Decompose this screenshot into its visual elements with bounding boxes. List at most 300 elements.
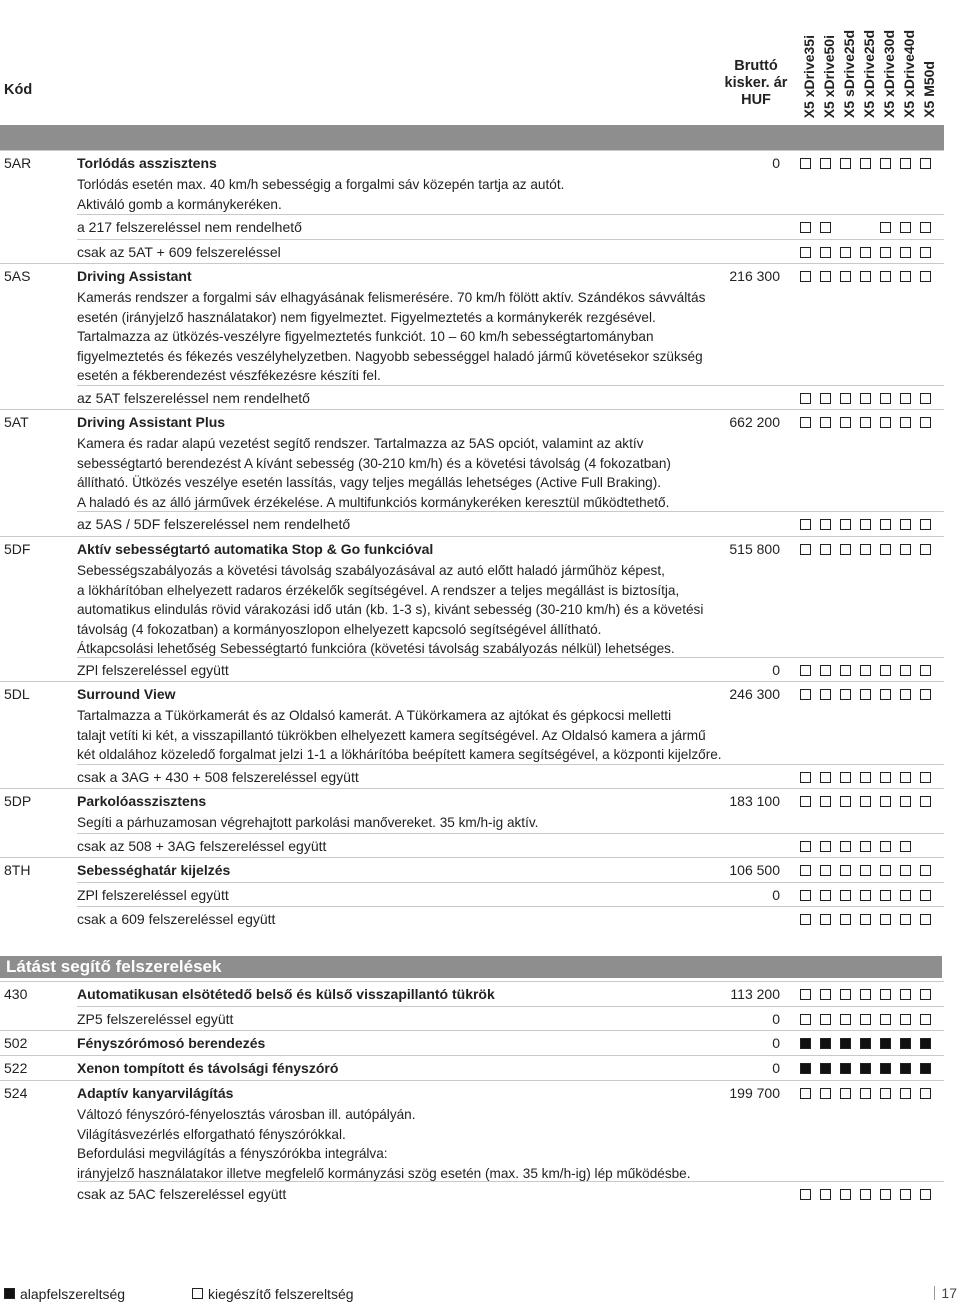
description-line: a lökhárítóban elhelyezett radaros érzékelők segítségével. A rendszer a teljes megállást is biztosítja, (77, 582, 680, 598)
option-title: Sebességhatár kijelzés (77, 862, 231, 878)
optional-square-icon (800, 222, 811, 233)
optional-square-icon (820, 796, 831, 807)
row-divider (0, 1030, 944, 1031)
option-code: 502 (4, 1035, 28, 1051)
option-condition: az 5AT felszereléssel nem rendelhető (77, 390, 310, 406)
description-line: talajt vetíti ki két, a visszapillantó tükrökben elhelyezett kamera segítségével. Az Oldalsó kamera a jármű (77, 727, 706, 743)
legend-standard (4, 1286, 125, 1302)
optional-square-icon (880, 665, 891, 676)
model-header-label: X5 xDrive35i (801, 34, 817, 118)
optional-square-icon (840, 689, 851, 700)
option-code: 430 (4, 986, 28, 1002)
option-title: Adaptív kanyarvilágítás (77, 1085, 234, 1101)
optional-square-icon (900, 417, 911, 428)
standard-square-icon (900, 1063, 911, 1074)
row-divider (77, 764, 944, 765)
optional-square-icon (900, 271, 911, 282)
standard-square-icon (860, 1063, 871, 1074)
row-divider (0, 857, 944, 858)
description-line: figyelmeztetés és fékezés veszélyhelyzetben. Nagyobb sebességgel haladó jármű követésekor szükség (77, 348, 703, 364)
optional-square-icon (820, 890, 831, 901)
option-title: Aktív sebességtartó automatika Stop & Go funkcióval (77, 541, 434, 557)
description-line: esetén (irányjelző használatakor) nem figyelmeztet. Figyelmeztetés a kormánykerék rezgésével. (77, 309, 656, 325)
optional-square-icon (840, 772, 851, 783)
row-divider (0, 536, 944, 537)
option-price: 113 200 (730, 986, 780, 1002)
standard-square-icon (800, 1038, 811, 1049)
availability-markers (800, 841, 940, 853)
optional-square-icon (800, 914, 811, 925)
optional-square-icon (920, 665, 931, 676)
option-price: 183 100 (729, 793, 780, 809)
option-price: 0 (772, 1035, 780, 1051)
row-divider (77, 511, 944, 512)
standard-square-icon (840, 1038, 851, 1049)
optional-square-icon (920, 772, 931, 783)
description-line: Segíti a párhuzamosan végrehajtott parkolási manővereket. 35 km/h-ig aktív. (77, 815, 539, 830)
optional-square-icon (820, 665, 831, 676)
description-line: két oldalához közeledő forgalmat jelzi 1-1 a lökhárítóba beépített kamera segítségével, a központi kijelzőre. (77, 747, 722, 763)
optional-square-icon (800, 158, 811, 169)
option-title: Automatikusan elsötétedő belső és külső visszapillantó tükrök (77, 986, 495, 1002)
optional-square-icon (860, 158, 871, 169)
optional-square-icon (880, 222, 891, 233)
optional-square-icon (920, 158, 931, 169)
optional-square-icon (860, 665, 871, 676)
optional-square-icon (840, 417, 851, 428)
optional-square-icon (920, 1189, 931, 1200)
row-divider (77, 385, 944, 386)
row-divider (77, 1006, 944, 1007)
model-header-label: X5 M50d (921, 61, 937, 118)
option-code: 5AR (4, 155, 32, 171)
availability-markers (800, 1014, 940, 1026)
optional-square-icon (880, 544, 891, 555)
optional-square-icon (820, 989, 831, 1000)
optional-square-icon (880, 158, 891, 169)
availability-markers (800, 544, 940, 556)
optional-square-icon (840, 393, 851, 404)
optional-square-icon (880, 772, 891, 783)
optional-square-icon (920, 1088, 931, 1099)
optional-square-icon (800, 519, 811, 530)
row-divider (77, 214, 944, 215)
optional-square-icon (800, 247, 811, 258)
optional-square-icon (840, 271, 851, 282)
standard-square-icon (920, 1063, 931, 1074)
option-code: 5DP (4, 793, 32, 809)
optional-square-icon (860, 890, 871, 901)
description-line: Kamera és radar alapú vezetést segítő rendszer. Tartalmazza az 5AS opciót, valamint az aktív (77, 436, 644, 451)
column-header-code: Kód (4, 82, 33, 98)
row-divider (0, 681, 944, 682)
row-divider (0, 150, 944, 151)
filled-square-icon (4, 1288, 15, 1299)
price-header-line: Bruttó (734, 58, 778, 74)
option-price: 199 700 (729, 1085, 780, 1101)
option-condition: az 5AS / 5DF felszereléssel nem rendelhető (77, 516, 351, 532)
optional-square-icon (820, 247, 831, 258)
price-header-line: kisker. ár (724, 75, 788, 91)
option-condition: ZPl felszereléssel együtt (77, 887, 229, 903)
optional-square-icon (820, 1088, 831, 1099)
column-header-price (716, 58, 796, 109)
optional-square-icon (840, 544, 851, 555)
standard-square-icon (820, 1038, 831, 1049)
optional-square-icon (820, 222, 831, 233)
optional-square-icon (920, 247, 931, 258)
optional-square-icon (860, 772, 871, 783)
optional-square-icon (920, 989, 931, 1000)
option-price: 0 (772, 662, 780, 678)
optional-square-icon (880, 417, 891, 428)
row-divider (77, 833, 944, 834)
option-title: Driving Assistant (77, 268, 192, 284)
optional-square-icon (900, 665, 911, 676)
optional-square-icon (840, 1189, 851, 1200)
availability-markers (800, 1063, 940, 1075)
description-line: Átkapcsolási lehetőség Sebességtartó funkcióra (követési távolság szabályozás nélkül) lehetséges. (77, 641, 675, 657)
availability-markers (800, 1088, 940, 1100)
option-code: 8TH (4, 862, 31, 878)
optional-square-icon (800, 689, 811, 700)
optional-square-icon (820, 417, 831, 428)
optional-square-icon (800, 393, 811, 404)
optional-square-icon (880, 914, 891, 925)
availability-markers (800, 914, 940, 926)
availability-markers (800, 796, 940, 808)
availability-markers (800, 772, 940, 784)
row-divider (77, 239, 944, 240)
optional-square-icon (920, 271, 931, 282)
availability-markers (800, 665, 940, 677)
optional-square-icon (900, 1189, 911, 1200)
row-divider (0, 1055, 944, 1056)
option-condition: csak a 609 felszereléssel együtt (77, 911, 276, 927)
optional-square-icon (920, 914, 931, 925)
row-divider (77, 906, 944, 907)
model-header-label: X5 xDrive30d (881, 30, 897, 118)
optional-square-icon (800, 841, 811, 852)
optional-square-icon (900, 989, 911, 1000)
option-price: 216 300 (729, 268, 780, 284)
optional-square-icon (860, 1014, 871, 1025)
option-price: 0 (772, 155, 780, 171)
optional-square-icon (840, 841, 851, 852)
optional-square-icon (860, 271, 871, 282)
option-description (77, 434, 717, 512)
model-header-label: X5 xDrive50i (821, 34, 837, 118)
optional-square-icon (820, 772, 831, 783)
page-number: 17 (934, 1285, 957, 1301)
option-condition: ZP5 felszereléssel együtt (77, 1011, 234, 1027)
description-line: Kamerás rendszer a forgalmi sáv elhagyásának felismerésére. 70 km/h fölött aktív. Szándékos sávváltás (77, 290, 706, 305)
description-line: távolság (4 fokozatban) a kormányoszlopon elhelyezett kapcsoló segítségével állítható. (77, 621, 602, 637)
optional-square-icon (860, 519, 871, 530)
optional-square-icon (860, 865, 871, 876)
optional-square-icon (840, 247, 851, 258)
optional-square-icon (880, 1088, 891, 1099)
option-price: 662 200 (729, 414, 780, 430)
description-line: esetén a fékberendezést vészfékezésre készíti fel. (77, 368, 381, 384)
optional-square-icon (880, 689, 891, 700)
availability-markers (800, 890, 940, 902)
optional-square-icon (920, 393, 931, 404)
model-header (820, 4, 838, 118)
option-code: 5AT (4, 414, 29, 430)
optional-square-icon (820, 914, 831, 925)
row-divider (77, 882, 944, 883)
availability-markers (800, 271, 940, 283)
availability-markers (800, 393, 940, 405)
description-line: állítható. Ütközés veszélye esetén lassítás, vagy teljes megállás lehetséges (Active Full Braking). (77, 475, 662, 491)
optional-square-icon (820, 519, 831, 530)
legend-standard-label: alapfelszereltség (20, 1286, 126, 1302)
description-line: Befordulási megvilágítás a fényszórókba integrálva: (77, 1146, 388, 1162)
option-title: Surround View (77, 686, 176, 702)
optional-square-icon (880, 890, 891, 901)
optional-square-icon (860, 841, 871, 852)
option-code: 5AS (4, 268, 31, 284)
optional-square-icon (920, 796, 931, 807)
header-divider-band (0, 125, 944, 151)
optional-square-icon (920, 890, 931, 901)
optional-square-icon (900, 158, 911, 169)
optional-square-icon (860, 689, 871, 700)
optional-square-icon (900, 247, 911, 258)
model-header (880, 4, 898, 118)
model-header-label: X5 xDrive40d (901, 30, 917, 118)
section-header (0, 956, 942, 978)
availability-markers (800, 519, 940, 531)
optional-square-icon (820, 1014, 831, 1025)
legend-optional-label: kiegészítő felszereltség (208, 1286, 354, 1302)
optional-square-icon (900, 865, 911, 876)
option-condition: ZPl felszereléssel együtt (77, 662, 229, 678)
optional-square-icon (860, 989, 871, 1000)
optional-square-icon (900, 796, 911, 807)
option-description (77, 813, 717, 833)
optional-square-icon (900, 222, 911, 233)
option-price: 106 500 (729, 862, 780, 878)
option-code: 524 (4, 1085, 28, 1101)
standard-square-icon (900, 1038, 911, 1049)
option-title: Torlódás asszisztens (77, 155, 217, 171)
optional-square-icon (800, 796, 811, 807)
model-header (800, 4, 818, 118)
optional-square-icon (820, 271, 831, 282)
optional-square-icon (840, 665, 851, 676)
standard-square-icon (820, 1063, 831, 1074)
optional-square-icon (820, 158, 831, 169)
optional-square-icon (880, 1189, 891, 1200)
legend-optional (192, 1286, 354, 1302)
model-header (860, 4, 878, 118)
description-line: A haladó és az álló járművek érzékelése. A multifunkciós kormánykeréken keresztül működtethető. (77, 494, 670, 510)
availability-markers (800, 222, 940, 234)
empty-square-icon (192, 1288, 203, 1299)
optional-square-icon (840, 519, 851, 530)
model-header-label: X5 xDrive25d (861, 30, 877, 118)
optional-square-icon (860, 796, 871, 807)
model-header (840, 4, 858, 118)
optional-square-icon (860, 393, 871, 404)
option-price: 515 800 (729, 541, 780, 557)
option-description (77, 175, 717, 214)
optional-square-icon (800, 1014, 811, 1025)
optional-square-icon (840, 158, 851, 169)
optional-square-icon (800, 772, 811, 783)
standard-square-icon (860, 1038, 871, 1049)
optional-square-icon (820, 865, 831, 876)
optional-square-icon (820, 393, 831, 404)
optional-square-icon (860, 417, 871, 428)
option-title: Parkolóasszisztens (77, 793, 207, 809)
optional-square-icon (900, 519, 911, 530)
optional-square-icon (880, 841, 891, 852)
row-divider (0, 788, 944, 789)
optional-square-icon (920, 544, 931, 555)
optional-square-icon (800, 271, 811, 282)
optional-square-icon (840, 1088, 851, 1099)
optional-square-icon (840, 890, 851, 901)
optional-square-icon (840, 914, 851, 925)
standard-square-icon (840, 1063, 851, 1074)
option-price: 0 (772, 1011, 780, 1027)
availability-markers (800, 989, 940, 1001)
optional-square-icon (820, 841, 831, 852)
description-line: sebességtartó berendezést A kívánt sebesség (30-210 km/h) és a követési távolság (4 fokozatban) (77, 455, 671, 471)
optional-square-icon (920, 519, 931, 530)
optional-square-icon (880, 271, 891, 282)
option-price: 0 (772, 887, 780, 903)
optional-square-icon (880, 796, 891, 807)
option-condition: csak az 5AC felszereléssel együtt (77, 1186, 287, 1202)
optional-square-icon (860, 914, 871, 925)
optional-square-icon (880, 989, 891, 1000)
option-description (77, 706, 722, 765)
availability-markers (800, 247, 940, 259)
option-condition: a 217 felszereléssel nem rendelhető (77, 219, 302, 235)
optional-square-icon (800, 865, 811, 876)
model-header (920, 4, 938, 118)
optional-square-icon (800, 665, 811, 676)
optional-square-icon (900, 544, 911, 555)
standard-square-icon (800, 1063, 811, 1074)
optional-square-icon (900, 841, 911, 852)
optional-square-icon (880, 393, 891, 404)
standard-square-icon (880, 1063, 891, 1074)
option-condition: csak az 508 + 3AG felszereléssel együtt (77, 838, 327, 854)
option-condition: csak az 5AT + 609 felszereléssel (77, 244, 281, 260)
optional-square-icon (880, 865, 891, 876)
description-line: Tartalmazza az ütközés-veszélyre figyelmeztetés funkciót. 10 – 60 km/h sebességtartományban (77, 329, 654, 345)
optional-square-icon (860, 544, 871, 555)
description-line: automatikus elindulás rövid várakozási idő után (kb. 1-3 s), kivánt sebesség (30-210 km/h) és a követési (77, 602, 704, 618)
option-title: Driving Assistant Plus (77, 414, 226, 430)
description-line: irányjelző használatakor illetve megfelelő kormányzási szög esetén (max. 35 km/h-ig) lép működésbe. (77, 1165, 691, 1181)
optional-square-icon (840, 796, 851, 807)
description-line: Változó fényszóró-fényelosztás városban ill. autópályán. (77, 1107, 416, 1122)
optional-square-icon (900, 890, 911, 901)
row-divider (0, 263, 944, 264)
optional-square-icon (920, 1014, 931, 1025)
option-code: 522 (4, 1060, 28, 1076)
availability-markers (800, 417, 940, 429)
option-code: 5DF (4, 541, 31, 557)
optional-square-icon (840, 1014, 851, 1025)
optional-square-icon (820, 689, 831, 700)
optional-square-icon (860, 1088, 871, 1099)
optional-square-icon (920, 222, 931, 233)
section-title: Látást segítő felszerelések (6, 957, 222, 976)
optional-square-icon (860, 247, 871, 258)
optional-square-icon (920, 689, 931, 700)
optional-square-icon (900, 689, 911, 700)
availability-markers (800, 1038, 940, 1050)
option-description (77, 1105, 717, 1183)
row-divider (77, 1181, 944, 1182)
optional-square-icon (840, 989, 851, 1000)
availability-markers (800, 1189, 940, 1201)
description-line: Világításvezérlés elforgatható fényszórókkal. (77, 1126, 346, 1142)
optional-square-icon (860, 1189, 871, 1200)
optional-square-icon (900, 914, 911, 925)
optional-square-icon (880, 519, 891, 530)
row-divider (77, 657, 944, 658)
availability-markers (800, 158, 940, 170)
optional-square-icon (880, 1014, 891, 1025)
optional-square-icon (820, 544, 831, 555)
option-price: 246 300 (729, 686, 780, 702)
availability-markers (800, 865, 940, 877)
optional-square-icon (800, 890, 811, 901)
description-line: Tartalmazza a Tükörkamerát és az Oldalsó kamerát. A Tükörkamera az ajtókat és gépkocsi melletti (77, 708, 672, 723)
option-title: Fényszórómosó berendezés (77, 1035, 266, 1051)
optional-square-icon (920, 865, 931, 876)
optional-square-icon (900, 772, 911, 783)
optional-square-icon (880, 247, 891, 258)
optional-square-icon (840, 865, 851, 876)
model-header-label: X5 sDrive25d (841, 30, 857, 118)
price-header-line: HUF (741, 92, 771, 108)
optional-square-icon (800, 1189, 811, 1200)
optional-square-icon (900, 1014, 911, 1025)
option-description (77, 561, 717, 659)
optional-square-icon (800, 989, 811, 1000)
description-line: Sebességszabályozás a követési távolság szabályozásával az autó előtt haladó járműhöz képest, (77, 563, 665, 578)
row-divider (0, 981, 944, 982)
model-column-headers (800, 4, 940, 118)
option-code: 5DL (4, 686, 30, 702)
row-divider (0, 409, 944, 410)
model-header (900, 4, 918, 118)
optional-square-icon (800, 544, 811, 555)
optional-square-icon (800, 1088, 811, 1099)
optional-square-icon (920, 417, 931, 428)
optional-square-icon (900, 393, 911, 404)
standard-square-icon (880, 1038, 891, 1049)
option-description (77, 288, 717, 386)
option-title: Xenon tompított és távolsági fényszóró (77, 1060, 339, 1076)
optional-square-icon (820, 1189, 831, 1200)
availability-markers (800, 689, 940, 701)
option-condition: csak a 3AG + 430 + 508 felszereléssel együtt (77, 769, 359, 785)
option-price: 0 (772, 1060, 780, 1076)
optional-square-icon (900, 1088, 911, 1099)
standard-square-icon (920, 1038, 931, 1049)
description-line: Torlódás esetén max. 40 km/h sebességig a forgalmi sáv közepén tartja az autót. (77, 177, 565, 192)
